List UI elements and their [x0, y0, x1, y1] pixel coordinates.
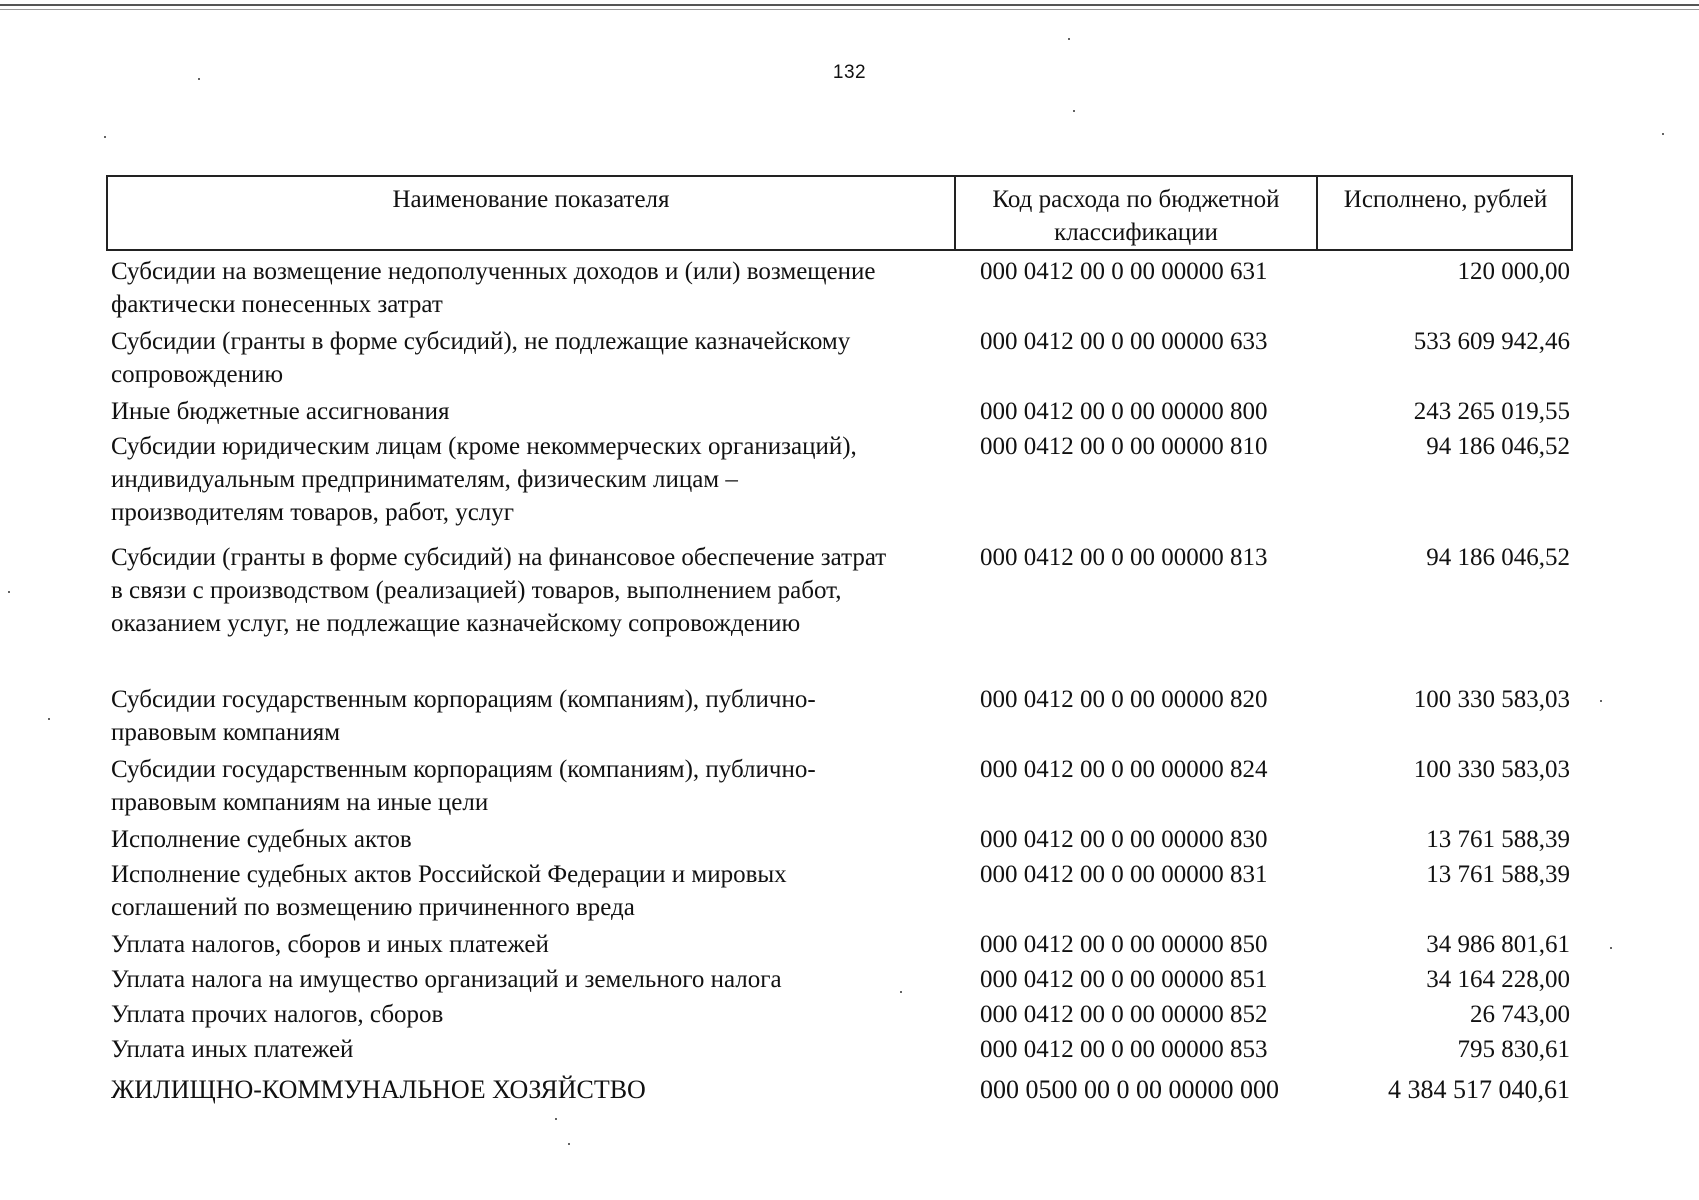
row-code: 000 0412 00 0 00 00000 852	[980, 1001, 1268, 1028]
row-code: 000 0412 00 0 00 00000 851	[980, 966, 1268, 993]
row-amount: 120 000,00	[1457, 258, 1570, 285]
row-code: 000 0500 00 0 00 00000 000	[980, 1075, 1279, 1104]
row-code: 000 0412 00 0 00 00000 850	[980, 931, 1268, 958]
row-amount: 243 265 019,55	[1413, 398, 1570, 425]
row-name: Уплата прочих налогов, сборов	[111, 1001, 444, 1028]
row-amount: 94 186 046,52	[1426, 433, 1570, 460]
scan-edge-line	[0, 4, 1699, 6]
table-header	[106, 175, 1573, 251]
row-amount: 13 761 588,39	[1426, 861, 1570, 888]
row-code: 000 0412 00 0 00 00000 633	[980, 328, 1268, 355]
row-amount: 94 186 046,52	[1426, 544, 1570, 571]
row-name: Субсидии (гранты в форме субсидий) на финансовое обеспечение затрат в связи с производством (реализацией) товаров, выполнением работ, оказанием услуг, не подлежащие казначейскому сопровождению	[111, 544, 887, 637]
header-code: Код расхода по бюджетной классификации	[956, 177, 1318, 249]
scan-speck	[8, 591, 10, 593]
row-code: 000 0412 00 0 00 00000 800	[980, 398, 1268, 425]
scan-speck	[1662, 133, 1664, 135]
row-name: ЖИЛИЩНО-КОММУНАЛЬНОЕ ХОЗЯЙСТВО	[111, 1075, 646, 1104]
row-amount: 795 830,61	[1457, 1036, 1570, 1063]
page-number: 132	[832, 62, 867, 83]
scan-speck	[1073, 110, 1075, 112]
row-code: 000 0412 00 0 00 00000 631	[980, 258, 1268, 285]
row-name: Исполнение судебных актов	[111, 826, 412, 853]
row-code: 000 0412 00 0 00 00000 810	[980, 433, 1268, 460]
row-name: Уплата иных платежей	[111, 1036, 354, 1063]
header-name: Наименование показателя	[108, 177, 956, 249]
header-amount: Исполнено, рублей	[1343, 186, 1548, 213]
row-name: Уплата налога на имущество организаций и земельного налога	[111, 966, 782, 993]
row-name: Субсидии государственным корпорациям (компаниям), публично- правовым компаниям	[111, 686, 816, 746]
scan-speck	[568, 1143, 570, 1145]
row-name: Субсидии государственным корпорациям (компаниям), публично- правовым компаниям на иные цели	[111, 756, 816, 816]
scan-speck	[48, 718, 50, 720]
row-name: Субсидии на возмещение недополученных доходов и (или) возмещение фактически понесенных затрат	[111, 258, 876, 318]
scan-speck	[1600, 700, 1602, 702]
scan-speck	[555, 1118, 557, 1120]
row-name: Иные бюджетные ассигнования	[111, 398, 450, 425]
row-name: Исполнение судебных актов Российской Федерации и мировых соглашений по возмещению причиненного вреда	[111, 861, 787, 921]
row-name: Уплата налогов, сборов и иных платежей	[111, 931, 549, 958]
row-amount: 34 986 801,61	[1426, 931, 1570, 958]
row-amount: 4 384 517 040,61	[1388, 1075, 1570, 1104]
row-code: 000 0412 00 0 00 00000 813	[980, 544, 1268, 571]
row-code: 000 0412 00 0 00 00000 824	[980, 756, 1268, 783]
row-amount: 26 743,00	[1470, 1001, 1570, 1028]
row-name: Субсидии (гранты в форме субсидий), не подлежащие казначейскому сопровождению	[111, 328, 851, 388]
row-name: Субсидии юридическим лицам (кроме некоммерческих организаций), индивидуальным предпринимателям, физическим лицам – производителям товаров, работ, услуг	[111, 433, 857, 526]
row-amount: 100 330 583,03	[1413, 756, 1570, 783]
row-amount: 13 761 588,39	[1426, 826, 1570, 853]
scan-speck	[198, 78, 200, 80]
row-amount: 100 330 583,03	[1413, 686, 1570, 713]
scan-speck	[104, 136, 106, 138]
row-code: 000 0412 00 0 00 00000 830	[980, 826, 1268, 853]
row-amount: 34 164 228,00	[1426, 966, 1570, 993]
row-code: 000 0412 00 0 00 00000 820	[980, 686, 1268, 713]
scan-speck	[900, 991, 902, 993]
scan-speck	[1068, 38, 1070, 40]
row-code: 000 0412 00 0 00 00000 853	[980, 1036, 1268, 1063]
row-amount: 533 609 942,46	[1413, 328, 1570, 355]
row-code: 000 0412 00 0 00 00000 831	[980, 861, 1268, 888]
scan-speck	[1610, 947, 1612, 949]
scan-edge-line	[0, 9, 1699, 10]
